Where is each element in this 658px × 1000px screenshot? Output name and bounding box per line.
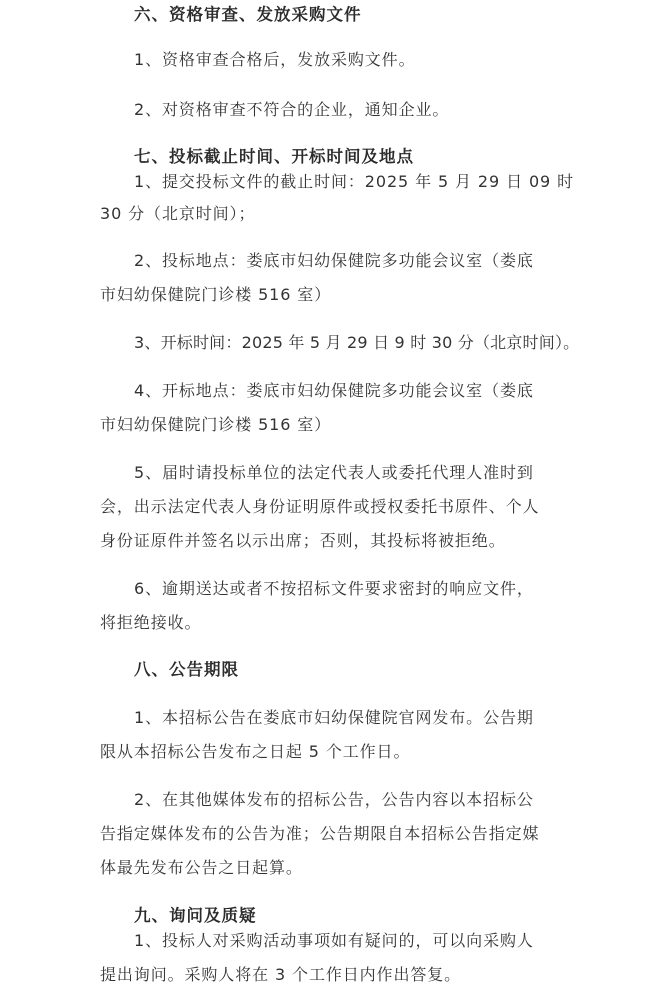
paragraph-line: 2、在其他媒体发布的招标公告，公告内容以本招标公 [134,790,534,809]
paragraph-line: 市妇幼保健院门诊楼 516 室） [100,285,332,304]
paragraph-line: 限从本招标公告发布之日起 5 个工作日。 [100,742,411,761]
paragraph-line: 市妇幼保健院门诊楼 516 室） [100,415,332,434]
paragraph-line: 会，出示法定代表人身份证明原件或授权委托书原件、个人 [100,497,540,516]
paragraph-line: 1、资格审查合格后，发放采购文件。 [134,50,416,69]
paragraph-line: 1、提交投标文件的截止时间：2025 年 5 月 29 日 09 时 [134,172,574,191]
section-7-heading: 七、投标截止时间、开标时间及地点 [134,147,414,166]
section-9-heading: 九、询问及质疑 [134,906,257,925]
paragraph-line: 1、投标人对采购活动事项如有疑问的，可以向采购人 [134,931,534,950]
paragraph-line: 4、开标地点：娄底市妇幼保健院多功能会议室（娄底 [134,381,534,400]
paragraph-line: 30 分（北京时间）； [100,204,256,223]
paragraph-line: 1、本招标公告在娄底市妇幼保健院官网发布。公告期 [134,708,534,727]
paragraph-line: 提出询问。采购人将在 3 个工作日内作出答复。 [100,965,462,984]
paragraph-line: 6、逾期送达或者不按招标文件要求密封的响应文件， [134,579,534,598]
paragraph-line: 将拒绝接收。 [100,613,202,632]
paragraph-line: 体最先发布公告之日起算。 [100,858,303,877]
paragraph-line: 2、投标地点：娄底市妇幼保健院多功能会议室（娄底 [134,251,534,270]
section-6-heading: 六、资格审查、发放采购文件 [134,5,362,24]
paragraph-line: 告指定媒体发布的公告为准；公告期限自本招标公告指定媒 [100,824,540,843]
paragraph-line: 5、届时请投标单位的法定代表人或委托代理人准时到 [134,463,534,482]
section-8-heading: 八、公告期限 [134,660,239,679]
paragraph-line: 身份证原件并签名以示出席；否则，其投标将被拒绝。 [100,531,506,550]
paragraph-line: 2、对资格审查不符合的企业，通知企业。 [134,100,450,119]
paragraph-line: 3、开标时间：2025 年 5 月 29 日 9 时 30 分（北京时间）。 [134,333,580,352]
